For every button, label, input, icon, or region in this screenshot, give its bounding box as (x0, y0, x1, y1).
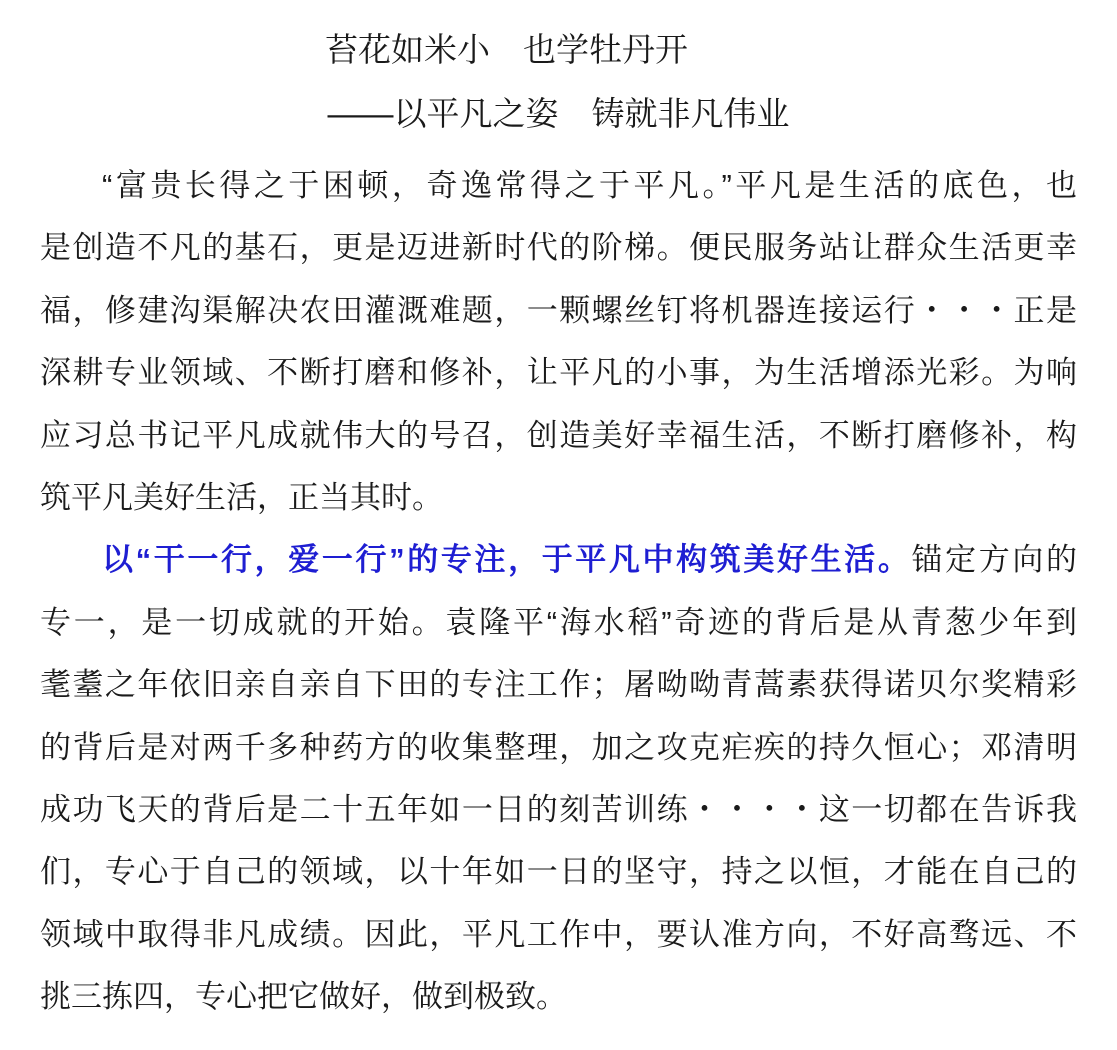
text-line: 的背后是对两千多种药方的收集整理，加之攻克疟疾的持久恒心；邓清明 (40, 729, 1077, 765)
document-subtitle: ——以平凡之姿 铸就非凡伟业 (327, 95, 790, 132)
highlighted-sentence: 以“干一行，爱一行”的专注，于平凡中构筑美好生活。 (102, 542, 912, 578)
text-line: 是创造不凡的基石，更是迈进新时代的阶梯。便民服务站让群众生活更幸 (40, 230, 1077, 266)
text-line: 福，修建沟渠解决农田灌溉难题，一颗螺丝钉将机器连接运行・・・正是 (40, 292, 1077, 328)
paragraph-2 (40, 529, 1077, 1028)
text-line: 成功飞天的背后是二十五年如一日的刻苦训练・・・・这一切都在告诉我 (40, 791, 1077, 827)
text-line: 专一，是一切成就的开始。袁隆平“海水稻”奇迹的背后是从青葱少年到 (40, 604, 1077, 640)
text-line: 筑平凡美好生活，正当其时。 (40, 479, 443, 515)
text-line: 应习总书记平凡成就伟大的号召，创造美好幸福生活，不断打磨修补，构 (40, 417, 1077, 453)
text-line: 们，专心于自己的领域，以十年如一日的坚守，持之以恒，才能在自己的 (40, 854, 1077, 890)
paragraph-2-first-line-rest: 锚定方向的 (911, 542, 1077, 578)
text-line: 深耕专业领域、不断打磨和修补，让平凡的小事，为生活增添光彩。为响 (40, 355, 1077, 391)
text-line: 挑三拣四，专心把它做好，做到极致。 (40, 979, 567, 1015)
paragraph-1 (40, 155, 1077, 529)
text-line: 领域中取得非凡成绩。因此，平凡工作中，要认准方向，不好高骛远、不 (40, 916, 1077, 952)
paragraph-2-first-line (40, 529, 1077, 591)
text-line: “富贵长得之于困顿，奇逸常得之于平凡。”平凡是生活的底色，也 (102, 168, 1077, 203)
document-body (40, 155, 1077, 1028)
text-line: 耄耋之年依旧亲自亲自下田的专注工作；屠呦呦青蒿素获得诺贝尔奖精彩 (40, 667, 1077, 703)
document-title: 苔花如米小 也学牡丹开 (325, 31, 688, 68)
